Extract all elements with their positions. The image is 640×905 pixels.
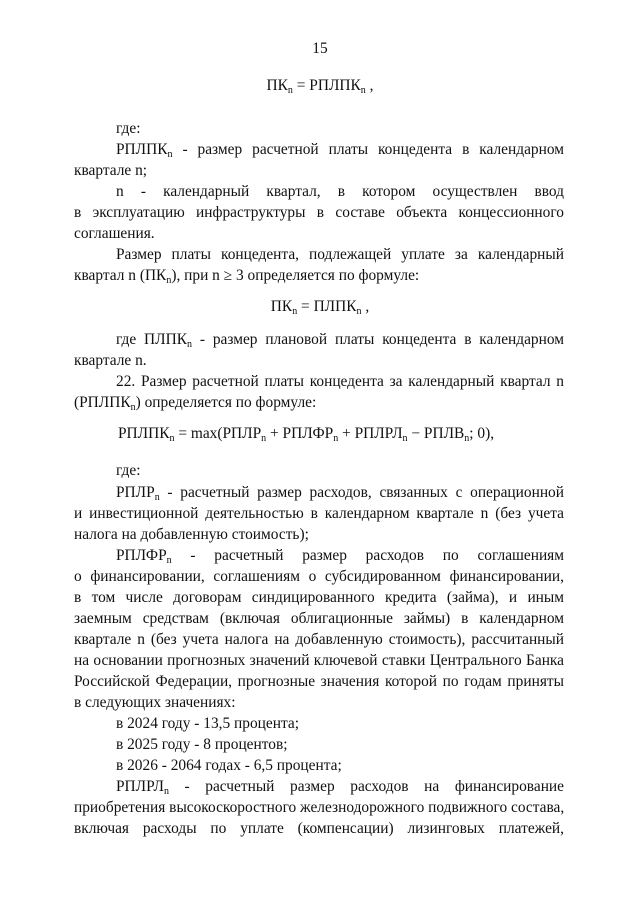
- formula-term: ,: [365, 77, 374, 94]
- paragraph-plpk-line1: где $ПЛПК_n$ - размер плановой платы концедента в календарном: [116, 331, 564, 350]
- definition-rplr-line2: и инвестиционной деятельностью в календарном квартале n (без учета: [74, 505, 564, 522]
- definition-rplfr-line5: квартале n (без учета налога на добавленную стоимость), рассчитанный: [74, 631, 564, 648]
- formula-term: ,: [361, 298, 370, 315]
- definition-rplrl-line2: приобретения высокоскоростного железнодорожного подвижного состава,: [74, 799, 565, 816]
- formula-subscript: n: [292, 306, 298, 317]
- list-item: в 2025 году - 8 процентов;: [116, 736, 288, 753]
- formula-subscript: n: [360, 85, 366, 96]
- formula-term: ПК: [266, 77, 288, 94]
- definition-rplfr-line2: о финансировании, соглашениям о субсидированном финансировании,: [74, 568, 564, 585]
- paragraph-payment-line1: Размер платы концедента, подлежащей уплате за календарный: [116, 246, 564, 263]
- list-item: в 2024 году - 13,5 процента;: [116, 715, 300, 732]
- where-label: где:: [116, 120, 141, 137]
- formula-subscript: n: [356, 306, 362, 317]
- definition-rplrl-line1: $РПЛРЛ_n$ - расчетный размер расходов на финансирование: [116, 778, 564, 797]
- where-label-2: где:: [116, 462, 141, 479]
- definition-n-line3: соглашения.: [74, 225, 155, 242]
- paragraph-payment-line2: квартал n $(ПК_n)$, при n ≥ 3 определяется по формуле:: [74, 267, 420, 286]
- formula-rplpk-max: $РПЛПК_n$ = $\max(РПЛР_n$ + $РПЛФР_n$ + $РПЛРЛ_n$ − $РПЛВ_n$; 0),: [118, 425, 495, 444]
- clause-22-line1: 22. Размер расчетной платы концедента за календарный квартал n: [116, 373, 564, 390]
- definition-rplpk-line1: $РПЛПК_n$ - размер расчетной платы концедента в календарном: [116, 141, 564, 160]
- formula-term: = РПЛПК: [292, 77, 361, 94]
- formula-subscript: n: [287, 85, 293, 96]
- formula-pk-equals-plpk: [0, 298, 640, 316]
- list-item: в 2026 - 2064 годах - 6,5 процента;: [116, 757, 342, 774]
- definition-rplfr-line8: в следующих значениях:: [74, 694, 236, 711]
- definition-rplr-line3: налога на добавленную стоимость);: [74, 526, 309, 543]
- definition-rplfr-line4: заемным средствам (включая облигационные займы) в календарном: [74, 610, 564, 627]
- formula-term: ПК: [270, 298, 293, 315]
- definition-rplfr-line7: Российской Федерации, прогнозные значения которой по годам приняты: [74, 673, 564, 690]
- paragraph-plpk-line2: квартале n.: [74, 352, 147, 369]
- definition-rplpk-line2: квартале n;: [74, 162, 148, 179]
- definition-rplrl-line3: включая расходы по уплате (компенсации) лизинговых платежей,: [74, 820, 564, 837]
- definition-rplfr-line3: в том числе договорам синдицированного кредита (займа), и иным: [74, 589, 564, 606]
- clause-22-line2: $(РПЛПК_n)$ определяется по формуле:: [74, 394, 317, 413]
- definition-rplfr-line1: $РПЛФР_n$ - расчетный размер расходов по соглашениям: [116, 547, 564, 566]
- formula-pk-equals-rplpk: [0, 77, 640, 95]
- page-number: 15: [312, 40, 328, 57]
- definition-n-line2: в эксплуатацию инфраструктуры в составе объекта концессионного: [74, 204, 564, 221]
- definition-rplr-line1: $РПЛР_n$ - расчетный размер расходов, связанных с операционной: [116, 484, 564, 503]
- definition-rplfr-line6: на основании прогнозных значений ключевой ставки Центрального Банка: [74, 652, 564, 669]
- formula-term: = ПЛПК: [297, 298, 357, 315]
- definition-n-line1: n - календарный квартал, в котором осуществлен ввод: [116, 183, 564, 200]
